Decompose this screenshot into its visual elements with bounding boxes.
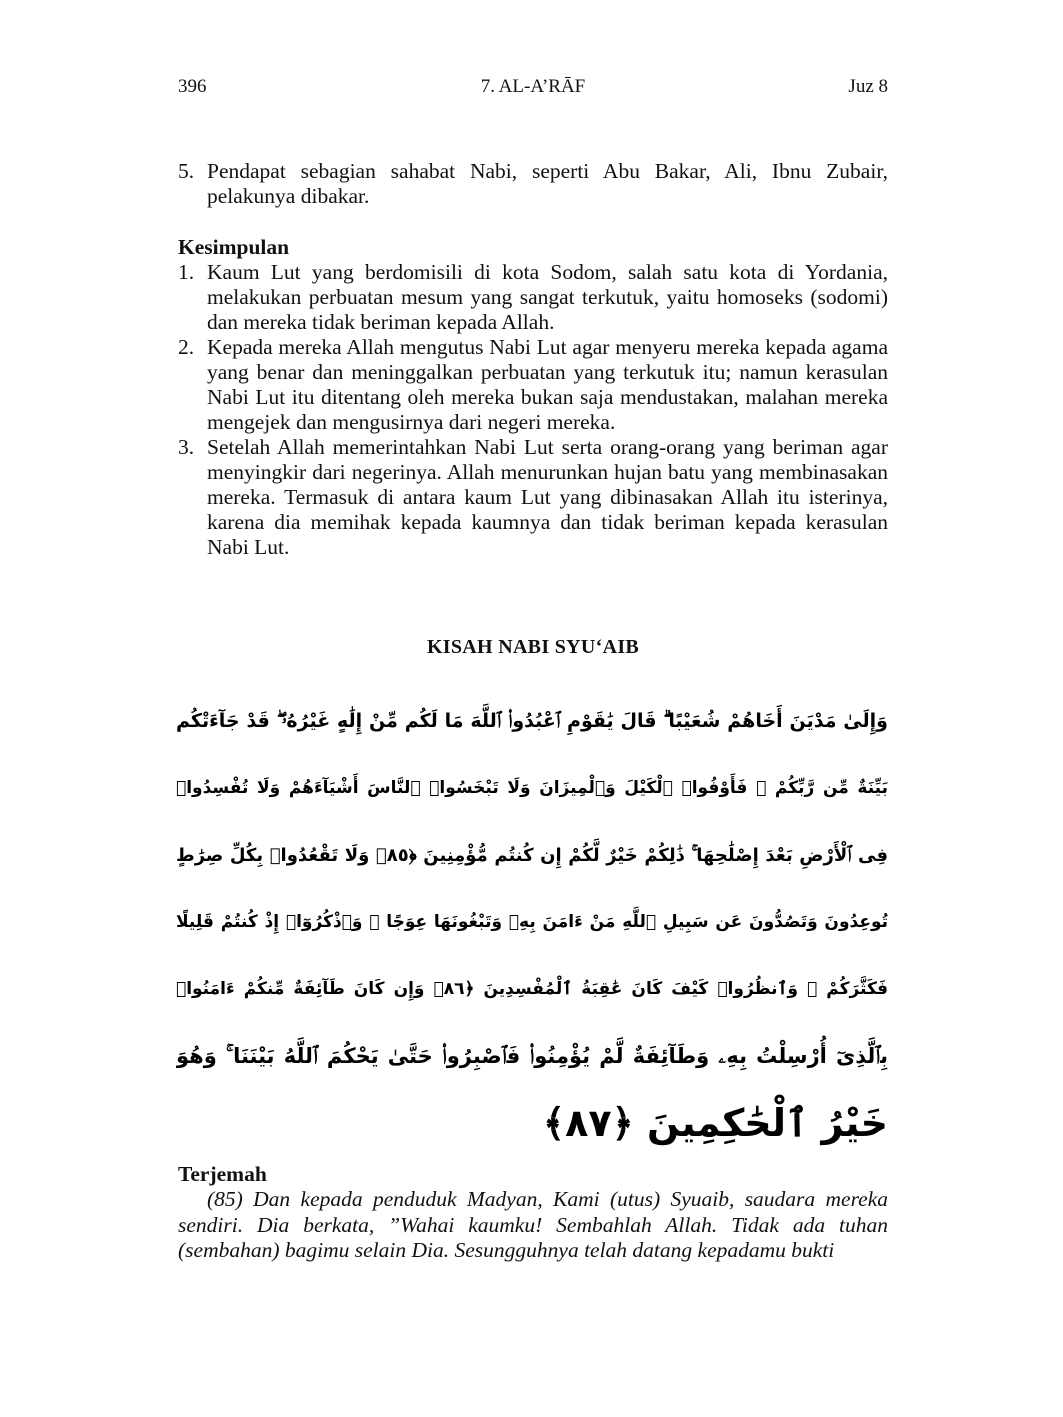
list-item-number: 1. (178, 260, 195, 284)
arabic-verses (176, 688, 888, 1158)
list-item (178, 260, 888, 335)
list-item-text: Setelah Allah memerintahkan Nabi Lut serta orang-orang yang beriman agar menyingkir dari negerinya. Allah menurunkan hujan batu yang membinasakan mereka. Termasuk di antara kaum Lut yang dibinasakan Allah itu isterinya, karena dia memihak kepada kaumnya dan tidak beriman kepada kerasulan Nabi Lut. (207, 435, 888, 559)
list-item-text: Kaum Lut yang berdomisili di kota Sodom, salah satu kota di Yordania, melakukan perbuatan mesum yang sangat terkutuk, yaitu homoseks (sodomi) dan mereka tidak beriman kepada Allah. (207, 260, 888, 334)
list-item-text: Pendapat sebagian sahabat Nabi, seperti Abu Bakar, Ali, Ibnu Zubair, pelakunya dibakar. (207, 159, 888, 208)
arabic-line: وَإِلَىٰ مَدْيَنَ أَخَاهُمْ شُعَيْبًا ۗ قَالَ يَٰقَوْمِ ٱعْبُدُوا۟ ٱللَّهَ مَا لَكُم مِّنْ إِلَٰهٍ غَيْرُهُۥ ۖ قَدْ جَآءَتْكُم (176, 710, 888, 732)
list-item (178, 159, 888, 209)
list-item-number: 3. (178, 435, 195, 459)
page-header (178, 76, 888, 104)
page-number: 396 (178, 76, 207, 97)
arabic-line: تُوعِدُونَ وَتَصُدُّونَ عَن سَبِيلِ ٱللَّهِ مَنْ ءَامَنَ بِهِۦ وَتَبْغُونَهَا عِوَجًا ۚ وَٱذْكُرُوٓا۟ إِذْ كُنتُمْ قَلِيلًا (176, 912, 888, 932)
translation-section (178, 1162, 888, 1264)
kesimpulan-heading: Kesimpulan (178, 235, 290, 259)
section-title: KISAH NABI SYU‘AIB (426, 636, 640, 658)
surah-title: 7. AL-A’RĀF (480, 76, 586, 97)
arabic-line: بَيِّنَةٌ مِّن رَّبِّكُمْ ۖ فَأَوْفُوا۟ ٱلْكَيْلَ وَٱلْمِيزَانَ وَلَا تَبْخَسُوا۟ ٱلنَّاسَ أَشْيَآءَهُمْ وَلَا تُفْسِدُوا۟ (176, 778, 888, 798)
list-item-number: 2. (178, 335, 195, 359)
list-item-number: 5. (178, 159, 195, 183)
list-item (178, 335, 888, 435)
arabic-line: بِٱلَّذِىٓ أُرْسِلْتُ بِهِۦ وَطَآئِفَةٌ لَّمْ يُؤْمِنُوا۟ فَٱصْبِرُوا۟ حَتَّىٰ يَحْكُمَ ٱللَّهُ بَيْنَنَا ۚ وَهُوَ (176, 1044, 888, 1068)
translation-heading: Terjemah (178, 1162, 267, 1186)
list-item (178, 435, 888, 560)
juz-label: Juz 8 (848, 76, 888, 97)
arabic-line: خَيْرُ ٱلْحَٰكِمِينَ ﴿٨٧﴾ (542, 1101, 888, 1145)
list-item-text: Kepada mereka Allah mengutus Nabi Lut agar menyeru mereka kepada agama yang benar dan meninggalkan perbuatan yang terkutuk itu; namun kerasulan Nabi Lut itu ditentang oleh mereka bukan saja mendustakan, malahan mereka mengejek dan mengusirnya dari negeri mereka. (207, 335, 888, 434)
translation-paragraph: (85) Dan kepada penduduk Madyan, Kami (utus) Syuaib, saudara mereka sendiri. Dia berkata, ”Wahai kaumku! Sembahlah Allah. Tidak ada tuhan (sembahan) bagimu selain Dia. Sesungguhnya telah datang kepadamu bukti (178, 1187, 888, 1262)
pre-list (178, 159, 888, 209)
arabic-line: فَكَثَّرَكُمْ ۖ وَٱنظُرُوا۟ كَيْفَ كَانَ عَٰقِبَةُ ٱلْمُفْسِدِينَ ﴿٨٦﴾ وَإِن كَانَ طَآئِفَةٌ مِّنكُمْ ءَامَنُوا۟ (176, 979, 888, 999)
kesimpulan-section (178, 235, 888, 560)
arabic-line: فِى ٱلْأَرْضِ بَعْدَ إِصْلَٰحِهَا ۚ ذَٰلِكُمْ خَيْرٌ لَّكُمْ إِن كُنتُم مُّؤْمِنِينَ ﴿٨٥﴾ وَلَا تَقْعُدُوا۟ بِكُلِّ صِرَٰطٍ (176, 845, 888, 866)
